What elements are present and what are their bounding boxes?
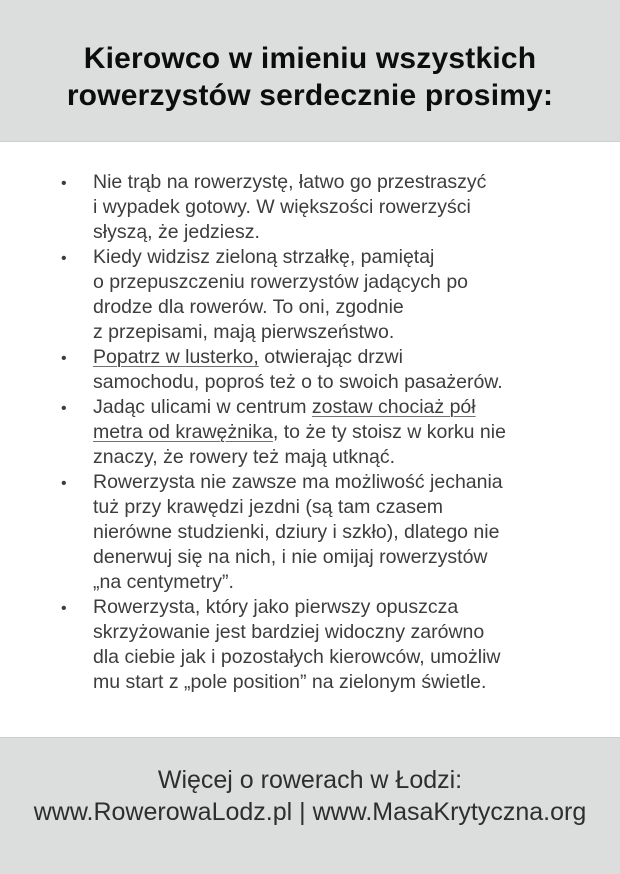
text-segment: drodze dla rowerów. To oni, zgodnie [93,296,404,318]
list-item-line [93,520,600,545]
list-item-line [93,170,600,195]
list-item [58,170,600,245]
tips-list [58,170,600,695]
text-segment: i wypadek gotowy. W większości rowerzyści [93,196,471,218]
list-item-line [93,320,600,345]
text-segment: , to że ty stoisz w korku nie [272,421,506,443]
text-segment: o przepuszczeniu rowerzystów jadących po [93,271,469,293]
text-segment: z przepisami, mają pierwszeństwo. [93,321,395,343]
text-segment: Rowerzysta, który jako pierwszy opuszcza [93,596,459,618]
text-segment: Nie trąb na rowerzystę, łatwo go przestraszyć [93,171,487,193]
underlined-text: zostaw chociaż pół [311,396,476,418]
bullet-icon: • [61,600,67,617]
list-item-line [93,270,600,295]
text-segment: denerwuj się na nich, i nie omijaj rowerzystów [93,546,488,568]
text-segment: Rowerzysta nie zawsze ma możliwość jechania [93,471,503,493]
underlined-text: metra od krawężnika [93,421,273,443]
list-item-line [93,295,600,320]
list-item [58,245,600,345]
bullet-icon: • [61,400,67,417]
footer-links: www.RowerowaLodz.pl | www.MasaKrytyczna.org [33,798,587,826]
text-segment: Kiedy widzisz zieloną strzałkę, pamiętaj [93,246,435,268]
list-item [58,470,600,595]
flyer-body [0,142,620,737]
list-item-line [93,195,600,220]
page-title-line2: rowerzystów serdecznie prosimy: [66,79,554,112]
underlined-text: Popatrz w lusterko, [93,346,259,368]
list-item-line [93,670,600,695]
text-segment: skrzyżowanie jest bardziej widoczny zarówno [93,621,485,643]
list-item-line [93,570,600,595]
list-item-line [93,445,600,470]
list-item-line [93,420,600,445]
list-item [58,345,600,395]
bullet-icon: • [61,475,67,492]
text-segment: mu start z „pole position” na zielonym świetle. [93,671,487,693]
page-title-line1: Kierowco w imieniu wszystkich [83,42,537,75]
bullet-icon: • [61,250,67,267]
list-item-line [93,545,600,570]
list-item-line [93,370,600,395]
text-segment: Jadąc ulicami w centrum [93,396,312,418]
list-item-line [93,595,600,620]
list-item-line [93,395,600,420]
flyer-footer [0,737,620,874]
bullet-icon: • [61,350,67,367]
text-segment: dla ciebie jak i pozostałych kierowców, umożliw [93,646,501,668]
list-item-line [93,345,600,370]
text-segment: nierówne studzienki, dziury i szkło), dlatego nie [93,521,500,543]
list-item-line [93,495,600,520]
list-item [58,395,600,470]
list-item-line [93,245,600,270]
text-segment: znaczy, że rowery też mają utknąć. [93,446,396,468]
list-item-line [93,620,600,645]
text-segment: samochodu, poproś też o to swoich pasażerów. [93,371,503,393]
text-segment: otwierając drzwi [258,346,403,368]
text-segment: słyszą, że jedziesz. [93,221,260,243]
list-item-line [93,470,600,495]
text-segment: tuż przy krawędzi jezdni (są tam czasem [93,496,444,518]
bullet-icon: • [61,175,67,192]
list-item [58,595,600,695]
list-item-line [93,645,600,670]
footer-heading: Więcej o rowerach w Łodzi: [157,766,463,794]
flyer-header [0,0,620,142]
list-item-line [93,220,600,245]
text-segment: „na centymetry”. [93,571,234,593]
